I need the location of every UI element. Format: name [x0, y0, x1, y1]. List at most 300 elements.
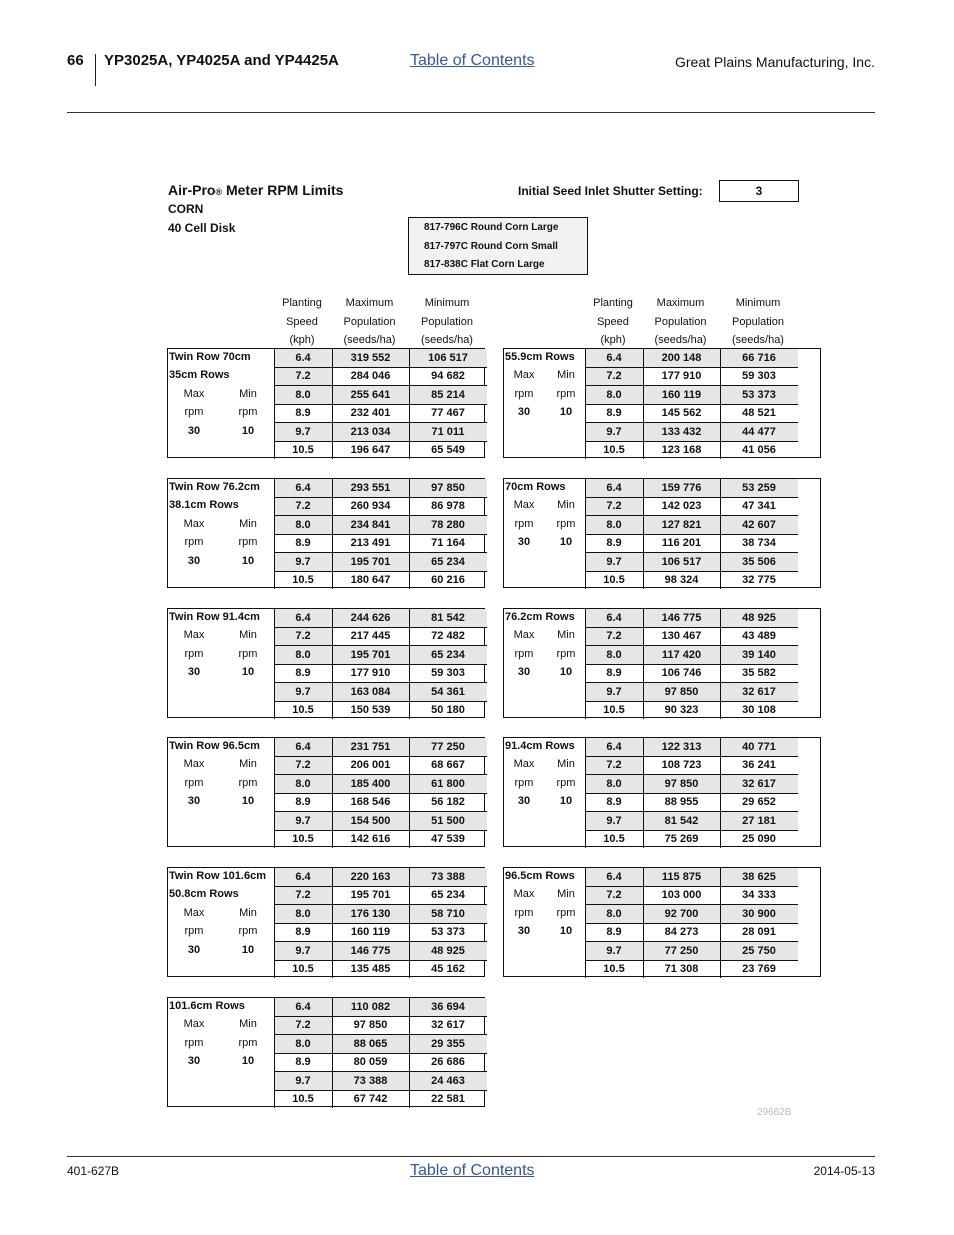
speed-cell: 7.2: [585, 756, 643, 774]
column-divider: [409, 998, 410, 1108]
rpm-min-unit: rpm: [238, 406, 258, 419]
footer-toc-link[interactable]: Table of Contents: [410, 1162, 535, 1179]
max-population-cell: 110 082: [332, 998, 409, 1016]
max-population-cell: 180 647: [350, 574, 391, 586]
rpm-max-max: Max: [513, 888, 535, 901]
speed-cell: 8.9: [606, 537, 622, 550]
rpm-block: [503, 867, 821, 977]
speed-cell: 9.7: [274, 683, 332, 701]
min-population-cell: 47 341: [742, 500, 776, 513]
row-divider: [274, 1053, 487, 1054]
rpm-max-max: Max: [513, 499, 535, 512]
rpm-min-min: Min: [239, 1018, 257, 1031]
max-population-cell: 160 119: [350, 926, 391, 939]
speed-cell: 7.2: [585, 627, 643, 645]
speed-cell: 9.7: [274, 553, 332, 571]
min-population-cell: 106 517: [409, 349, 487, 367]
row-divider: [585, 367, 798, 368]
column-divider: [643, 609, 644, 719]
min-population-cell: 65 234: [409, 553, 487, 571]
rpm-max-unit: rpm: [514, 387, 534, 400]
row-divider: [585, 441, 798, 442]
col-header-line: (seeds/ha): [732, 334, 784, 346]
max-population-cell: 146 775: [643, 609, 720, 627]
rpm-min-min_value: 10: [559, 536, 573, 549]
min-population-cell: 61 800: [409, 775, 487, 793]
rpm-max-max: Max: [183, 517, 205, 530]
speed-cell: 8.0: [585, 775, 643, 793]
title-suffix: Meter RPM Limits: [222, 182, 344, 198]
max-population-cell: 234 841: [332, 516, 409, 534]
max-population-cell: 231 751: [332, 738, 409, 756]
min-population-cell: 45 162: [431, 963, 465, 975]
speed-cell: 6.4: [585, 479, 643, 497]
max-population-cell: 142 023: [661, 500, 702, 513]
rpm-min-unit: rpm: [238, 536, 258, 549]
footer-rule: [67, 1156, 875, 1157]
row-divider: [274, 497, 487, 498]
max-population-cell: 150 539: [350, 704, 391, 716]
max-population-cell: 97 850: [353, 1019, 388, 1032]
rpm-min-unit: rpm: [238, 776, 258, 789]
row-divider: [274, 404, 487, 405]
rpm-max-unit: rpm: [514, 517, 534, 530]
rpm-min-unit: rpm: [556, 387, 576, 400]
min-population-cell: 72 482: [431, 630, 465, 643]
rpm-max-unit: rpm: [184, 925, 204, 938]
max-population-cell: 75 269: [664, 833, 699, 845]
col-header-line: (seeds/ha): [343, 334, 396, 346]
max-population-cell: 293 551: [332, 479, 409, 497]
column-divider: [720, 479, 721, 589]
row-divider: [274, 923, 487, 924]
col-header-speed: [584, 294, 642, 350]
min-population-cell: 40 771: [720, 738, 798, 756]
max-population-cell: 88 065: [332, 1035, 409, 1053]
min-population-cell: 71 011: [409, 423, 487, 441]
row-divider: [274, 552, 487, 553]
row-spacing-label: 101.6cm Rows: [169, 1000, 245, 1012]
min-population-cell: 59 303: [431, 667, 465, 680]
column-divider: [332, 609, 333, 719]
min-population-cell: 81 542: [409, 609, 487, 627]
min-population-cell: 32 617: [431, 1019, 465, 1032]
speed-cell: 9.7: [274, 423, 332, 441]
speed-cell: 8.9: [295, 796, 311, 809]
row-divider: [585, 571, 798, 572]
min-population-cell: 30 108: [742, 704, 776, 716]
speed-cell: 6.4: [585, 349, 643, 367]
publication-date: 2014-05-13: [813, 1164, 875, 1178]
column-divider: [332, 738, 333, 848]
rpm-min-unit: rpm: [238, 1036, 258, 1049]
rpm-max-max: Max: [183, 387, 205, 400]
column-divider: [585, 349, 586, 459]
rpm-block: [167, 997, 485, 1107]
column-divider: [409, 738, 410, 848]
column-divider: [720, 738, 721, 848]
min-population-cell: 48 521: [742, 407, 776, 420]
max-population-cell: 97 850: [643, 683, 720, 701]
row-divider: [585, 497, 798, 498]
speed-cell: 10.5: [603, 963, 625, 975]
speed-cell: 7.2: [274, 1016, 332, 1034]
column-divider: [585, 868, 586, 978]
row-spacing-label: 96.5cm Rows: [505, 870, 575, 882]
min-population-cell: 78 280: [409, 516, 487, 534]
row-divider: [274, 534, 487, 535]
min-population-cell: 86 978: [431, 500, 465, 513]
col-header-line: Minimum: [735, 297, 781, 309]
column-divider: [643, 479, 644, 589]
max-population-cell: 84 273: [664, 926, 699, 939]
speed-cell: 10.5: [603, 574, 625, 586]
max-population-cell: 244 626: [332, 609, 409, 627]
max-population-cell: 232 401: [350, 407, 391, 420]
speed-cell: 8.0: [274, 386, 332, 404]
speed-cell: 6.4: [585, 868, 643, 886]
rpm-min-unit: rpm: [238, 925, 258, 938]
max-population-cell: 133 432: [643, 423, 720, 441]
column-divider: [585, 479, 586, 589]
speed-cell: 6.4: [585, 609, 643, 627]
min-population-cell: 44 477: [720, 423, 798, 441]
rpm-max-max_value: 30: [517, 795, 531, 808]
disk-part: 817-838C Flat Corn Large: [424, 259, 545, 271]
rpm-max-max_value: 30: [517, 406, 531, 419]
row-divider: [585, 756, 798, 757]
row-divider: [274, 515, 487, 516]
min-population-cell: 34 333: [742, 889, 776, 902]
max-population-cell: 90 323: [664, 704, 699, 716]
row-divider: [274, 774, 487, 775]
header-toc-link[interactable]: Table of Contents: [410, 52, 535, 69]
speed-cell: 10.5: [292, 444, 314, 456]
rpm-min-min_value: 10: [241, 943, 255, 956]
max-population-cell: 77 250: [643, 942, 720, 960]
min-population-cell: 25 090: [742, 833, 776, 845]
row-divider: [585, 682, 798, 683]
max-population-cell: 213 034: [332, 423, 409, 441]
max-population-cell: 319 552: [332, 349, 409, 367]
speed-cell: 9.7: [585, 553, 643, 571]
speed-cell: 6.4: [274, 609, 332, 627]
rpm-block: [503, 478, 821, 588]
speed-cell: 10.5: [292, 833, 314, 845]
min-population-cell: 38 625: [720, 868, 798, 886]
min-population-cell: 53 259: [720, 479, 798, 497]
row-spacing-label-2: 50.8cm Rows: [169, 888, 239, 901]
row-spacing-label: Twin Row 70cm: [169, 351, 251, 363]
rpm-min-min: Min: [239, 517, 257, 530]
disk-part: 817-797C Round Corn Small: [424, 240, 558, 252]
min-population-cell: 94 682: [431, 370, 465, 383]
rpm-max-unit: rpm: [184, 406, 204, 419]
max-population-cell: 106 517: [643, 553, 720, 571]
rpm-min-min: Min: [557, 888, 575, 901]
speed-cell: 8.9: [295, 926, 311, 939]
max-population-cell: 88 955: [664, 796, 699, 809]
speed-cell: 8.0: [274, 516, 332, 534]
rpm-max-max_value: 30: [187, 943, 201, 956]
max-population-cell: 81 542: [643, 812, 720, 830]
min-population-cell: 38 734: [742, 537, 776, 550]
row-divider: [274, 367, 487, 368]
header-rule: [67, 112, 875, 113]
rpm-max-max_value: 30: [187, 666, 201, 679]
max-population-cell: 154 500: [332, 812, 409, 830]
row-divider: [585, 774, 798, 775]
max-population-cell: 92 700: [643, 905, 720, 923]
max-population-cell: 160 119: [643, 386, 720, 404]
min-population-cell: 77 467: [431, 407, 465, 420]
max-population-cell: 146 775: [332, 942, 409, 960]
max-population-cell: 260 934: [350, 500, 391, 513]
min-population-cell: 23 769: [742, 963, 776, 975]
col-header-speed: [273, 294, 331, 350]
max-population-cell: 142 616: [350, 833, 391, 845]
max-population-cell: 135 485: [350, 963, 391, 975]
column-divider: [274, 868, 275, 978]
col-header-line: Speed: [286, 315, 318, 328]
row-divider: [585, 886, 798, 887]
row-divider: [274, 811, 487, 812]
column-divider: [720, 609, 721, 719]
min-population-cell: 35 506: [720, 553, 798, 571]
rpm-block: [503, 608, 821, 718]
max-population-cell: 98 324: [664, 574, 699, 586]
max-population-cell: 73 388: [332, 1072, 409, 1090]
min-population-cell: 68 667: [431, 759, 465, 772]
min-population-cell: 36 241: [742, 759, 776, 772]
min-population-cell: 28 091: [742, 926, 776, 939]
row-spacing-label: 70cm Rows: [505, 481, 566, 493]
max-population-cell: 117 420: [643, 646, 720, 664]
speed-cell: 8.0: [585, 516, 643, 534]
min-population-cell: 32 617: [720, 775, 798, 793]
col-header-line: Population: [421, 315, 473, 328]
row-divider: [585, 515, 798, 516]
company-name: Great Plains Manufacturing, Inc.: [675, 54, 875, 70]
document-number: 401-627B: [67, 1164, 120, 1178]
row-spacing-label: Twin Row 96.5cm: [169, 740, 260, 752]
rpm-min-min: Min: [557, 758, 575, 771]
rpm-max-max_value: 30: [517, 925, 531, 938]
max-population-cell: 177 910: [661, 370, 702, 383]
row-divider: [585, 645, 798, 646]
max-population-cell: 116 201: [661, 537, 702, 550]
column-divider: [585, 609, 586, 719]
column-divider: [643, 738, 644, 848]
rpm-min-min: Min: [239, 629, 257, 642]
min-population-cell: 59 303: [742, 370, 776, 383]
min-population-cell: 36 694: [409, 998, 487, 1016]
row-spacing-label: Twin Row 101.6cm: [169, 870, 266, 882]
col-header-line: Planting: [593, 297, 633, 309]
row-divider: [274, 830, 487, 831]
row-spacing-label: 55.9cm Rows: [505, 351, 575, 363]
row-divider: [274, 904, 487, 905]
rpm-min-min_value: 10: [241, 1055, 255, 1068]
row-spacing-label: 91.4cm Rows: [505, 740, 575, 752]
max-population-cell: 71 308: [664, 963, 699, 975]
row-spacing-label: 76.2cm Rows: [505, 611, 575, 623]
col-header-line: Speed: [597, 315, 629, 328]
row-divider: [274, 664, 487, 665]
rpm-min-min_value: 10: [559, 795, 573, 808]
row-divider: [585, 923, 798, 924]
min-population-cell: 27 181: [720, 812, 798, 830]
min-population-cell: 65 234: [431, 889, 465, 902]
col-header-line: (kph): [600, 334, 626, 346]
rpm-max-max: Max: [183, 629, 205, 642]
speed-cell: 7.2: [585, 497, 643, 515]
row-spacing-label-2: 35cm Rows: [169, 369, 230, 382]
speed-cell: 7.2: [585, 886, 643, 904]
col-header-max-pop: [642, 294, 719, 350]
column-divider: [409, 609, 410, 719]
col-header-line: Population: [654, 315, 707, 328]
max-population-cell: 195 701: [332, 553, 409, 571]
min-population-cell: 29 652: [742, 796, 776, 809]
speed-cell: 8.9: [606, 667, 622, 680]
rpm-min-unit: rpm: [556, 517, 576, 530]
row-spacing-label-2: 38.1cm Rows: [169, 499, 239, 512]
max-population-cell: 168 546: [350, 796, 391, 809]
min-population-cell: 41 056: [742, 444, 776, 456]
speed-cell: 6.4: [274, 998, 332, 1016]
speed-cell: 8.9: [606, 796, 622, 809]
rpm-min-min_value: 10: [241, 554, 255, 567]
speed-cell: 10.5: [292, 963, 314, 975]
row-divider: [585, 385, 798, 386]
column-divider: [274, 998, 275, 1108]
speed-cell: 7.2: [274, 756, 332, 774]
rpm-min-min_value: 10: [241, 795, 255, 808]
row-divider: [585, 904, 798, 905]
speed-cell: 8.9: [295, 667, 311, 680]
rpm-max-unit: rpm: [514, 906, 534, 919]
row-divider: [274, 441, 487, 442]
rpm-max-max: Max: [513, 629, 535, 642]
min-population-cell: 73 388: [409, 868, 487, 886]
rpm-min-min_value: 10: [559, 925, 573, 938]
row-divider: [274, 1016, 487, 1017]
row-divider: [274, 756, 487, 757]
column-divider: [274, 479, 275, 589]
row-divider: [585, 422, 798, 423]
speed-cell: 8.9: [295, 1056, 311, 1069]
speed-cell: 8.9: [295, 537, 311, 550]
col-header-min-pop: [408, 294, 486, 350]
rpm-max-unit: rpm: [184, 647, 204, 660]
max-population-cell: 163 084: [332, 683, 409, 701]
rpm-max-max: Max: [183, 758, 205, 771]
rpm-max-max: Max: [513, 369, 535, 382]
column-divider: [332, 349, 333, 459]
min-population-cell: 30 900: [720, 905, 798, 923]
rpm-min-min_value: 10: [241, 424, 255, 437]
row-spacing-label: Twin Row 91.4cm: [169, 611, 260, 623]
rpm-min-unit: rpm: [238, 647, 258, 660]
speed-cell: 9.7: [585, 942, 643, 960]
col-header-line: (seeds/ha): [654, 334, 707, 346]
min-population-cell: 39 140: [720, 646, 798, 664]
row-divider: [585, 941, 798, 942]
max-population-cell: 127 821: [643, 516, 720, 534]
row-divider: [274, 385, 487, 386]
column-divider: [332, 998, 333, 1108]
min-population-cell: 26 686: [431, 1056, 465, 1069]
row-divider: [274, 1090, 487, 1091]
speed-cell: 9.7: [274, 812, 332, 830]
rpm-max-max_value: 30: [187, 1055, 201, 1068]
speed-cell: 8.0: [274, 1035, 332, 1053]
speed-cell: 8.0: [274, 775, 332, 793]
row-divider: [585, 811, 798, 812]
max-population-cell: 220 163: [332, 868, 409, 886]
max-population-cell: 217 445: [350, 630, 391, 643]
speed-cell: 7.2: [274, 627, 332, 645]
header-divider: [95, 54, 96, 86]
col-header-line: Population: [343, 315, 396, 328]
rpm-max-max: Max: [183, 906, 205, 919]
rpm-max-max_value: 30: [517, 536, 531, 549]
max-population-cell: 67 742: [353, 1093, 388, 1105]
shutter-setting-label: Initial Seed Inlet Shutter Setting:: [518, 184, 703, 198]
col-header-line: Minimum: [424, 297, 470, 309]
speed-cell: 10.5: [292, 1093, 314, 1105]
speed-cell: 8.0: [585, 386, 643, 404]
speed-cell: 8.0: [274, 646, 332, 664]
max-population-cell: 195 701: [332, 646, 409, 664]
min-population-cell: 53 373: [720, 386, 798, 404]
min-population-cell: 77 250: [409, 738, 487, 756]
max-population-cell: 284 046: [350, 370, 391, 383]
min-population-cell: 53 373: [431, 926, 465, 939]
image-number: 29662B: [757, 1107, 792, 1118]
row-divider: [585, 664, 798, 665]
column-divider: [274, 609, 275, 719]
speed-cell: 8.9: [295, 407, 311, 420]
max-population-cell: 159 776: [643, 479, 720, 497]
column-divider: [643, 868, 644, 978]
rpm-min-min: Min: [557, 629, 575, 642]
max-population-cell: 255 641: [332, 386, 409, 404]
rpm-min-min_value: 10: [559, 666, 573, 679]
row-divider: [585, 404, 798, 405]
rpm-min-unit: rpm: [556, 906, 576, 919]
max-population-cell: 103 000: [661, 889, 702, 902]
rpm-block: [167, 737, 485, 847]
rpm-min-min_value: 10: [241, 666, 255, 679]
row-divider: [585, 627, 798, 628]
speed-cell: 8.0: [585, 905, 643, 923]
column-divider: [643, 349, 644, 459]
max-population-cell: 177 910: [350, 667, 391, 680]
rpm-min-min: Min: [557, 369, 575, 382]
speed-cell: 6.4: [274, 738, 332, 756]
speed-cell: 8.0: [274, 905, 332, 923]
row-divider: [274, 627, 487, 628]
col-header-line: Maximum: [345, 297, 394, 309]
max-population-cell: 185 400: [332, 775, 409, 793]
rpm-max-unit: rpm: [184, 1036, 204, 1049]
min-population-cell: 60 216: [431, 574, 465, 586]
max-population-cell: 195 701: [350, 889, 391, 902]
rpm-block: [167, 608, 485, 718]
min-population-cell: 51 500: [409, 812, 487, 830]
